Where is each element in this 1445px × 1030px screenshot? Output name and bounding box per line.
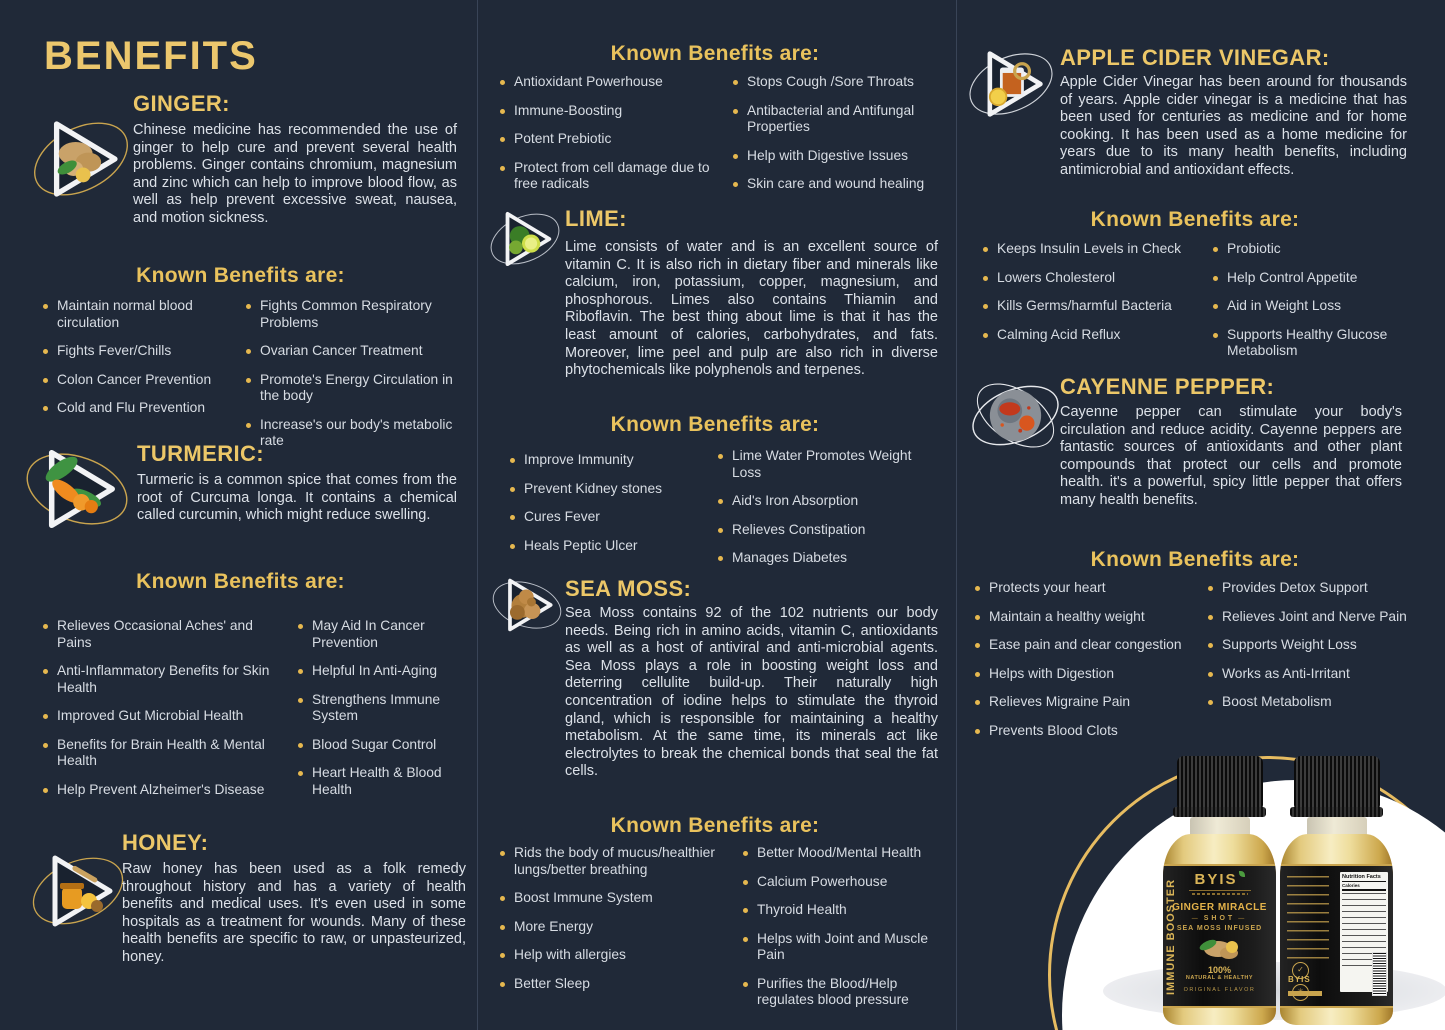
- benefit-item: Help with allergies: [497, 947, 735, 964]
- back-label: [1280, 864, 1393, 1008]
- honey-icon: [28, 841, 128, 946]
- honey-benefits-right: [730, 74, 942, 205]
- sea-moss-known-benefits-heading: Known Benefits are:: [610, 814, 820, 837]
- benefit-item: Relieves Migraine Pain: [972, 694, 1212, 711]
- product-bottle-front: [1163, 756, 1276, 1030]
- benefit-item: Aid in Weight Loss: [1210, 298, 1415, 315]
- benefit-item: Prevents Blood Clots: [972, 723, 1212, 740]
- bottle-cap: [1294, 756, 1380, 810]
- benefit-item: Provides Detox Support: [1205, 580, 1415, 597]
- benefit-item: Works as Anti-Irritant: [1205, 666, 1415, 683]
- benefit-item: Help with Digestive Issues: [730, 148, 942, 165]
- benefit-item: Help Control Appetite: [1210, 270, 1415, 287]
- benefit-item: Protects your heart: [972, 580, 1212, 597]
- benefit-item: Antibacterial and Antifungal Properties: [730, 103, 942, 136]
- benefit-item: Benefits for Brain Health & Mental Health: [40, 737, 290, 770]
- lime-known-benefits-heading: Known Benefits are:: [610, 413, 820, 436]
- brand-underline: [1189, 890, 1251, 891]
- back-brand-logo: BYIS: [1288, 975, 1311, 984]
- cayenne-pepper-icon: [968, 368, 1063, 468]
- nutrition-facts-title: Nutrition Facts: [1342, 874, 1386, 882]
- honey-benefits-left: [497, 74, 712, 205]
- benefit-item: Protect from cell damage due to free radicals: [497, 160, 712, 193]
- benefit-item: Stops Cough /Sore Throats: [730, 74, 942, 91]
- benefit-item: Kills Germs/harmful Bacteria: [980, 298, 1205, 315]
- turmeric-benefits-right: [295, 618, 467, 810]
- ginger-known-benefits-heading: Known Benefits are:: [136, 264, 345, 287]
- benefit-item: Supports Weight Loss: [1205, 637, 1415, 654]
- lime-icon: [487, 201, 563, 282]
- turmeric-description: Turmeric is a common spice that comes from the root of Curcuma longa. It contains a chemical called curcumin, which might reduce swelling.: [137, 472, 457, 524]
- barcode: [1372, 952, 1387, 996]
- lime-description: Lime consists of water and is an excellent source of vitamin C. It is also rich in dietary fiber and minerals like calcium, iron, potassium, copper, magnesium, and phosphorous. Limes also contains Thiamin and Riboflavin. The best thing about lime is that it has the least amount of calories, carbohydrates, and fats. Moreover, lime peel and pulp are also rich in diverse phytochemicals like polyphenols and terpenes.: [565, 239, 938, 379]
- immune-booster-vertical-label: IMMUNE BOOSTER: [1165, 878, 1177, 996]
- ginger-heading: GINGER:: [133, 91, 230, 116]
- turmeric-icon: [22, 434, 132, 549]
- bottle-body: [1280, 834, 1393, 1025]
- apple-cider-vinegar-known-benefits-heading: Known Benefits are:: [1090, 208, 1300, 231]
- benefit-item: Manages Diabetes: [715, 550, 940, 567]
- ginger-benefits-right: [243, 298, 471, 462]
- benefit-item: Colon Cancer Prevention: [40, 372, 240, 389]
- benefit-item: Lowers Cholesterol: [980, 270, 1205, 287]
- benefit-item: Boost Immune System: [497, 890, 735, 907]
- turmeric-benefits-left: [40, 618, 290, 810]
- back-label-text-lines: [1287, 876, 1329, 962]
- sea-moss-benefits-right: [740, 845, 948, 1021]
- honey-heading: HONEY:: [122, 830, 209, 855]
- benefit-item: Promote's Energy Circulation in the body: [243, 372, 471, 405]
- cayenne-pepper-known-benefits-heading: Known Benefits are:: [1090, 548, 1300, 571]
- benefit-item: Improve Immunity: [507, 452, 707, 469]
- benefit-item: Help Prevent Alzheimer's Disease: [40, 782, 290, 799]
- benefit-item: Helps with Digestion: [972, 666, 1212, 683]
- benefit-item: Improved Gut Microbial Health: [40, 708, 290, 725]
- benefit-item: Calcium Powerhouse: [740, 874, 948, 891]
- gold-tag-bar: [1288, 991, 1322, 996]
- benefit-item: Rids the body of mucus/healthier lungs/better breathing: [497, 845, 735, 878]
- benefit-item: Calming Acid Reflux: [980, 327, 1205, 344]
- benefit-item: Boost Metabolism: [1205, 694, 1415, 711]
- ginger-label-art: [1194, 935, 1246, 963]
- cayenne-pepper-benefits-right: [1205, 580, 1415, 723]
- leaf-icon: [1239, 871, 1245, 877]
- benefit-item: Purifies the Blood/Help regulates blood pressure: [740, 976, 948, 1009]
- benefit-item: Skin care and wound healing: [730, 176, 942, 193]
- benefit-item: Relieves Constipation: [715, 522, 940, 539]
- sea-moss-description: Sea Moss contains 92 of the 102 nutrients our body needs. Being rich in amino acids, vitamin C, antioxidants as well as a host of antiviral and anti-microbial agents. Sea Moss plays a role in boosting weight loss and deterring cellulite build-up. Their naturally high concentration of iodine helps to stimulate the thyroid gland, which is responsible for maintaining a healthy metabolism. At the same time, its minerals act like electrolytes to break the chemical bonds that seal the fat cells.: [565, 605, 938, 780]
- benefit-item: Probiotic: [1210, 241, 1415, 258]
- benefit-item: Blood Sugar Control: [295, 737, 467, 754]
- turmeric-heading: TURMERIC:: [137, 441, 265, 466]
- benefit-item: Heart Health & Blood Health: [295, 765, 467, 798]
- benefit-item: Prevent Kidney stones: [507, 481, 707, 498]
- benefit-item: Fights Common Respiratory Problems: [243, 298, 471, 331]
- cayenne-pepper-heading: CAYENNE PEPPER:: [1060, 374, 1275, 399]
- claim-percent: 100%: [1207, 965, 1232, 975]
- benefit-item: Aid's Iron Absorption: [715, 493, 940, 510]
- bottle-cap-lip: [1290, 807, 1383, 817]
- benefit-item: Cures Fever: [507, 509, 707, 526]
- benefit-item: Fights Fever/Chills: [40, 343, 240, 360]
- brand-tagline-bar: [1192, 893, 1248, 895]
- product-infusion-label: SEA MOSS INFUSED: [1176, 925, 1263, 932]
- apple-cider-vinegar-heading: APPLE CIDER VINEGAR:: [1060, 45, 1330, 70]
- product-name: GINGER MIRACLE: [1172, 902, 1267, 913]
- calories-label: Calories: [1342, 882, 1386, 891]
- benefit-item: Increase's our body's metabolic rate: [243, 417, 471, 450]
- sea-moss-icon: [490, 568, 564, 647]
- honey-known-benefits-heading: Known Benefits are:: [610, 42, 820, 65]
- benefit-item: Thyroid Health: [740, 902, 948, 919]
- benefit-item: Ease pain and clear congestion: [972, 637, 1212, 654]
- benefit-item: Immune-Boosting: [497, 103, 712, 120]
- apple-cider-vinegar-benefits-right: [1210, 241, 1415, 372]
- benefit-item: Cold and Flu Prevention: [40, 400, 240, 417]
- lime-benefits-left: [507, 452, 707, 566]
- benefit-item: Relieves Joint and Nerve Pain: [1205, 609, 1415, 626]
- apple-cider-vinegar-icon: [965, 38, 1057, 135]
- benefit-item: Relieves Occasional Aches' and Pains: [40, 618, 290, 651]
- column-divider-left: [477, 0, 478, 1030]
- bottle-cap-lip: [1173, 807, 1266, 817]
- benefit-item: Maintain a healthy weight: [972, 609, 1212, 626]
- lime-heading: LIME:: [565, 206, 627, 231]
- ginger-description: Chinese medicine has recommended the use of ginger to help cure and prevent several health problems. Ginger contains chromium, magnesium and zinc which can help to improve blood flow, as well as help prevent excessive sweat, nausea, and motion sickness.: [133, 122, 457, 226]
- product-bottle-back: [1280, 756, 1393, 1030]
- ginger-icon: [28, 106, 134, 217]
- turmeric-known-benefits-heading: Known Benefits are:: [136, 570, 345, 593]
- claim-text: NATURAL & HEALTHY: [1185, 975, 1254, 981]
- product-shot-label: — SHOT —: [1163, 915, 1276, 922]
- cayenne-pepper-description: Cayenne pepper can stimulate your body's circulation and reduce acidity. Cayenne peppers are fantastic sources of antioxidants and other plant compounds that protect our cells and promote health. it's a powerful, spicy little pepper that offers many health benefits.: [1060, 404, 1402, 508]
- benefit-item: Keeps Insulin Levels in Check: [980, 241, 1205, 258]
- page-title: BENEFITS: [44, 34, 258, 78]
- sea-moss-heading: SEA MOSS:: [565, 576, 692, 601]
- benefit-item: Maintain normal blood circulation: [40, 298, 240, 331]
- benefit-item: Anti-Inflammatory Benefits for Skin Health: [40, 663, 290, 696]
- column-divider-right: [956, 0, 957, 1030]
- lime-benefits-right: [715, 448, 940, 579]
- flavor-label: ORIGINAL FLAVOR: [1183, 987, 1256, 993]
- benefit-item: Potent Prebiotic: [497, 131, 712, 148]
- ginger-benefits-left: [40, 298, 240, 429]
- sea-moss-benefits-left: [497, 845, 735, 1004]
- benefit-item: More Energy: [497, 919, 735, 936]
- apple-cider-vinegar-description: Apple Cider Vinegar has been around for thousands of years. Apple cider vinegar is a medicine that has been used for centuries as medicine and for home cooking. It has been used as a home medicine for years due to its many health benefits, including antimicrobial and antioxidant effects.: [1060, 74, 1407, 178]
- benefit-item: Heals Peptic Ulcer: [507, 538, 707, 555]
- benefit-item: Better Sleep: [497, 976, 735, 993]
- cayenne-pepper-benefits-left: [972, 580, 1212, 751]
- front-label: [1163, 864, 1276, 1008]
- benefit-item: Supports Healthy Glucose Metabolism: [1210, 327, 1415, 360]
- apple-cider-vinegar-benefits-left: [980, 241, 1205, 355]
- quality-seal-icon: ✓: [1292, 962, 1309, 979]
- benefit-item: May Aid In Cancer Prevention: [295, 618, 467, 651]
- bottle-cap: [1177, 756, 1263, 810]
- benefit-item: Antioxidant Powerhouse: [497, 74, 712, 91]
- benefit-item: Lime Water Promotes Weight Loss: [715, 448, 940, 481]
- benefit-item: Helps with Joint and Muscle Pain: [740, 931, 948, 964]
- bottle-body: [1163, 834, 1276, 1025]
- benefit-item: Ovarian Cancer Treatment: [243, 343, 471, 360]
- honey-description: Raw honey has been used as a folk remedy throughout history and has a variety of health benefits and medical uses. It's even used in some hospitals as a treatment for wounds. Many of these health benefits are specific to raw, or unpasteurized, honey.: [122, 861, 466, 965]
- benefit-item: Better Mood/Mental Health: [740, 845, 948, 862]
- brand-logo: BYIS: [1163, 871, 1276, 888]
- benefit-item: Strengthens Immune System: [295, 692, 467, 725]
- benefit-item: Helpful In Anti-Aging: [295, 663, 467, 680]
